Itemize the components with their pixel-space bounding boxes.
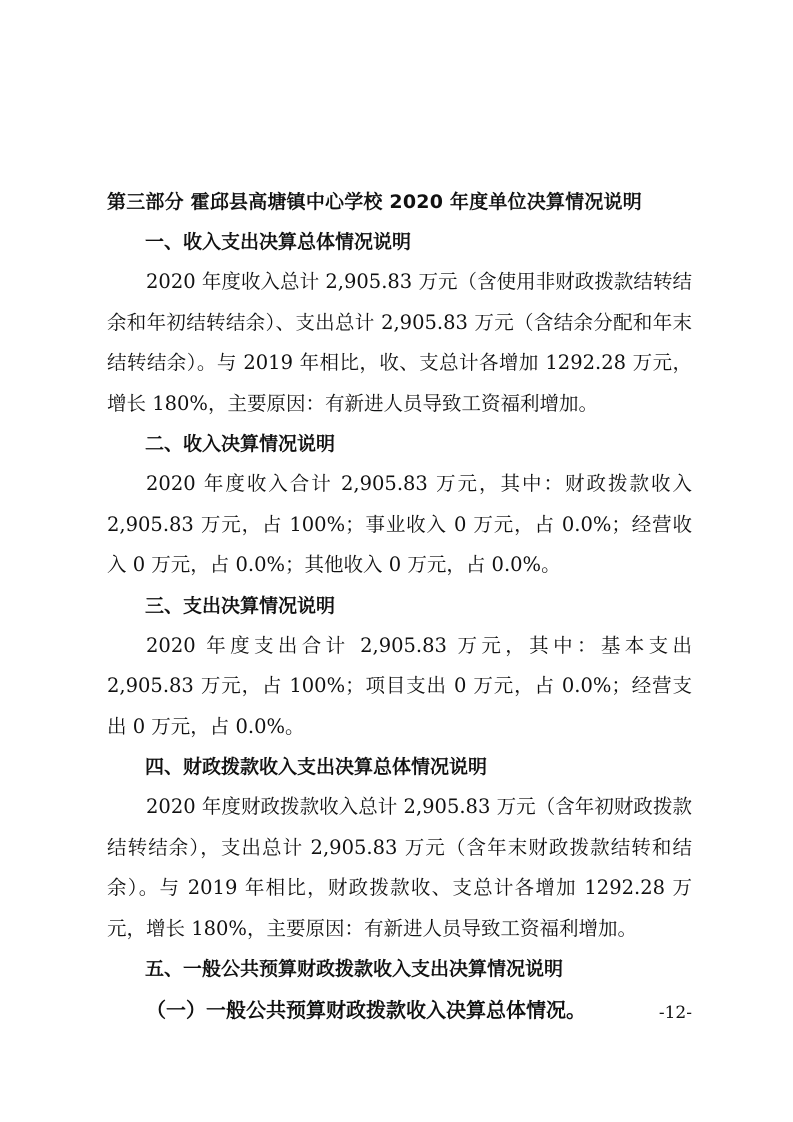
section-heading-expense: 三、支出决算情况说明 [145,594,336,617]
section-heading-general-public-budget: 五、一般公共预算财政拨款收入支出决算情况说明 [145,958,564,980]
document-body [107,182,692,1031]
part-title: 第三部分 霍邱县高塘镇中心学校 2020 年度单位决算情况说明 [107,191,642,213]
section-heading-fiscal-appropriation: 四、财政拨款收入支出决算总体情况说明 [145,756,488,778]
section-paragraph-income: 2020 年度收入合计 2,905.83 万元，其中：财政拨款收入 2,905.83 万元，占 100%；事业收入 0 万元，占 0.0%；经营收入 0 万元，占 0.0%；其他收入 0 万元，占 0.0%。 [107,472,692,576]
sub-heading-general-public-budget-income: （一）一般公共预算财政拨款收入决算总体情况。 [146,998,586,1022]
section-paragraph-income-expense-overview: 2020 年度收入总计 2,905.83 万元（含使用非财政拨款结转结余和年初结转结余）、支出总计 2,905.83 万元（含结余分配和年末结转结余）。与 2019 年相比，收、支总计各增加 1292.28 万元，增长 180%，主要原因：有新进人员导致工资福利增加。 [107,270,692,415]
section-heading-income: 二、收入决算情况说明 [145,433,336,455]
page-number: -12- [658,1003,692,1023]
section-heading-income-expense-overview: 一、收入支出决算总体情况说明 [145,231,412,253]
section-paragraph-expense: 2020 年度支出合计 2,905.83 万元，其中：基本支出 2,905.83 万元，占 100%；项目支出 0 万元，占 0.0%；经营支出 0 万元，占 0.0%。 [107,633,692,738]
section-paragraph-fiscal-appropriation: 2020 年度财政拨款收入总计 2,905.83 万元（含年初财政拨款结转结余），支出总计 2,905.83 万元（含年末财政拨款结转和结余）。与 2019 年相比，财政拨款收、支总计各增加 1292.28 万元，增长 180%，主要原因：有新进人员导致工资福利增加。 [107,795,692,940]
